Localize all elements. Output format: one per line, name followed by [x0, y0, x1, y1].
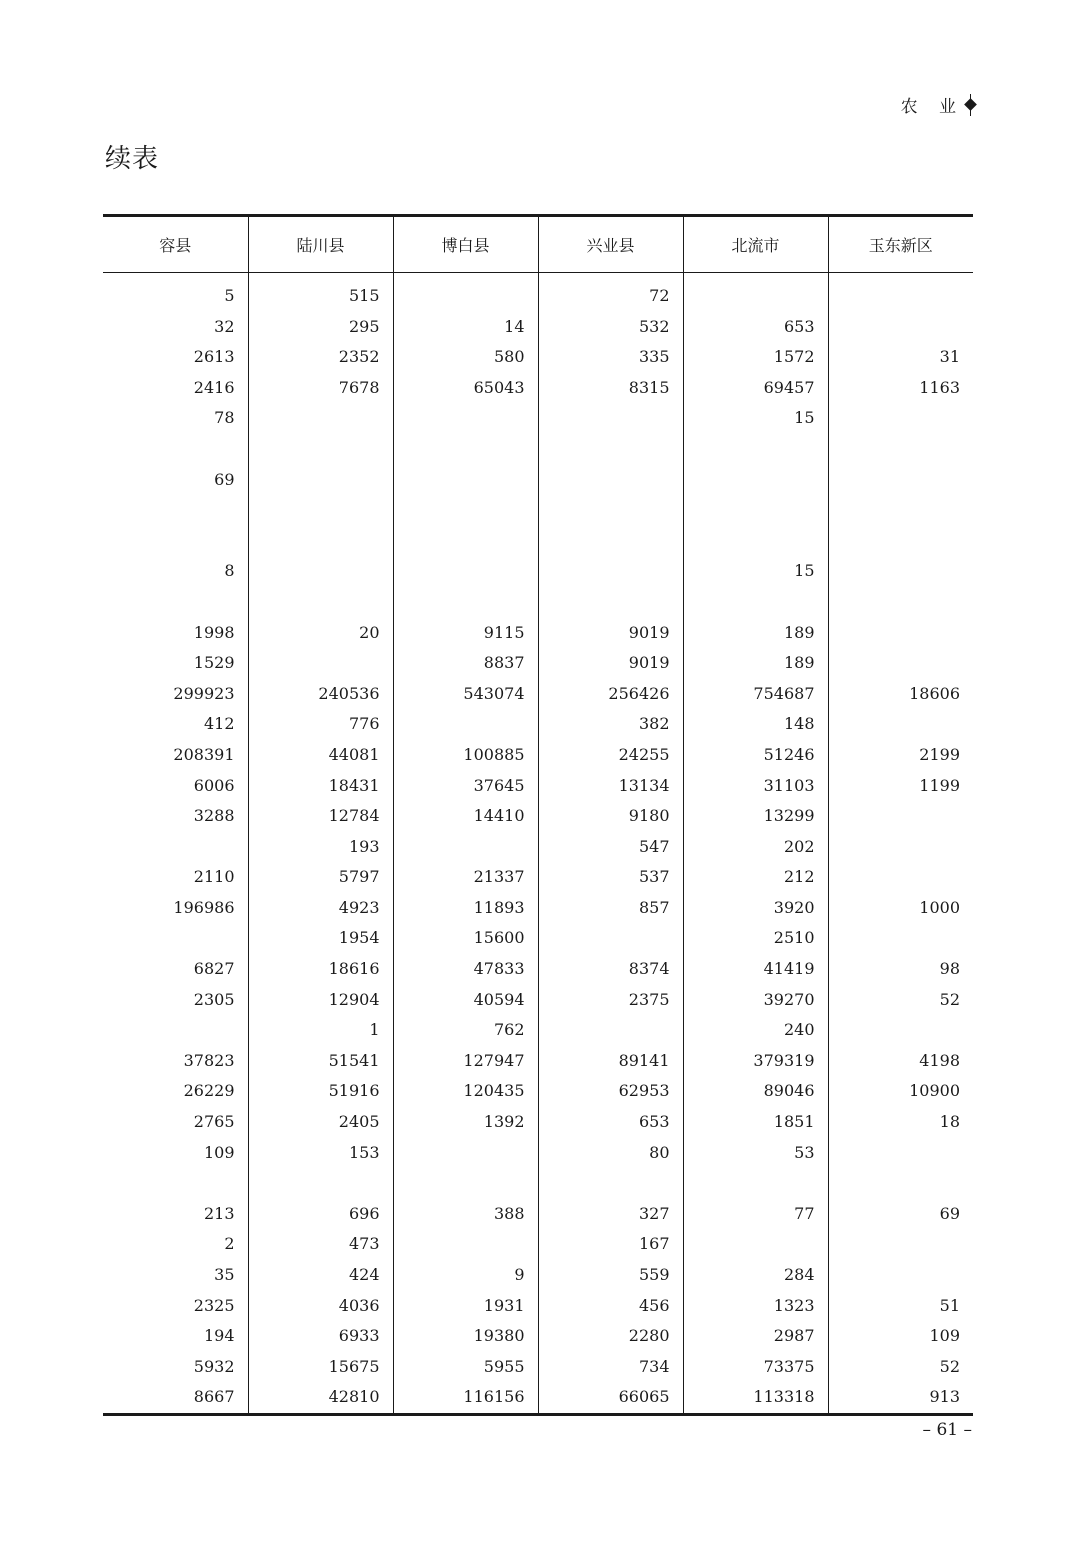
- table-cell: 72: [538, 281, 683, 312]
- table-cell: [828, 862, 973, 893]
- table-cell: 189: [683, 648, 828, 679]
- table-cell: 51916: [248, 1076, 393, 1107]
- table-cell: [538, 403, 683, 434]
- table-cell: 53: [683, 1138, 828, 1169]
- table-cell: 196986: [103, 893, 248, 924]
- table-cell: [248, 526, 393, 557]
- table-row: [103, 495, 973, 526]
- table-cell: [828, 1138, 973, 1169]
- table-cell: 1572: [683, 342, 828, 373]
- table-cell: 9: [393, 1260, 538, 1291]
- table-cell: 1954: [248, 923, 393, 954]
- table-cell: 2375: [538, 985, 683, 1016]
- table-cell: [538, 495, 683, 526]
- table-cell: 2: [103, 1229, 248, 1260]
- table-row: [103, 342, 973, 373]
- table-cell: 543074: [393, 679, 538, 710]
- table-row: [103, 465, 973, 496]
- running-head: [901, 92, 978, 117]
- table-cell: 9019: [538, 648, 683, 679]
- table-cell: 14: [393, 312, 538, 343]
- table-cell: 1851: [683, 1107, 828, 1138]
- table-cell: 284: [683, 1260, 828, 1291]
- table-cell: 11893: [393, 893, 538, 924]
- table-cell: 189: [683, 618, 828, 649]
- table-cell: 89046: [683, 1076, 828, 1107]
- table-cell: 69: [103, 465, 248, 496]
- table-cell: 51246: [683, 740, 828, 771]
- table-cell: 2280: [538, 1321, 683, 1352]
- table-cell: 696: [248, 1199, 393, 1230]
- table-cell: 18431: [248, 771, 393, 802]
- table-spacer-row: [103, 273, 973, 282]
- table-row: [103, 434, 973, 465]
- table-cell: [248, 556, 393, 587]
- table-cell: 153: [248, 1138, 393, 1169]
- table-cell: 167: [538, 1229, 683, 1260]
- table-cell: 382: [538, 709, 683, 740]
- table-cell: 148: [683, 709, 828, 740]
- table-cell: [683, 1168, 828, 1199]
- table-cell: [828, 801, 973, 832]
- table-row: [103, 954, 973, 985]
- table-cell: [103, 587, 248, 618]
- table-cell: 412: [103, 709, 248, 740]
- table-cell: 4923: [248, 893, 393, 924]
- table-cell: 202: [683, 832, 828, 863]
- table-cell: [248, 648, 393, 679]
- table-cell: [828, 709, 973, 740]
- table-row: [103, 526, 973, 557]
- table-row: [103, 1229, 973, 1260]
- table-cell: 62953: [538, 1076, 683, 1107]
- table-cell: [683, 587, 828, 618]
- table-cell: [538, 1015, 683, 1046]
- table-cell: 5932: [103, 1352, 248, 1383]
- table-cell: 35: [103, 1260, 248, 1291]
- table-cell: 13299: [683, 801, 828, 832]
- table-cell: [828, 281, 973, 312]
- table-cell: 5: [103, 281, 248, 312]
- table-cell: 2416: [103, 373, 248, 404]
- table-cell: 776: [248, 709, 393, 740]
- table-cell: 8315: [538, 373, 683, 404]
- table-cell: 89141: [538, 1046, 683, 1077]
- table-cell: [828, 1229, 973, 1260]
- table-cell: 379319: [683, 1046, 828, 1077]
- table-cell: 3920: [683, 893, 828, 924]
- table-cell: 2613: [103, 342, 248, 373]
- spacer-cell: [538, 273, 683, 282]
- table-cell: 754687: [683, 679, 828, 710]
- table-cell: 5797: [248, 862, 393, 893]
- data-table-container: [103, 214, 973, 1416]
- table-cell: 734: [538, 1352, 683, 1383]
- table-row: [103, 801, 973, 832]
- page-number: – 61 –: [922, 1420, 972, 1440]
- table-cell: [828, 832, 973, 863]
- table-row: [103, 618, 973, 649]
- table-row: [103, 312, 973, 343]
- table-cell: [828, 1015, 973, 1046]
- table-row: [103, 679, 973, 710]
- table-cell: 6933: [248, 1321, 393, 1352]
- table-cell: 8837: [393, 648, 538, 679]
- table-cell: 78: [103, 403, 248, 434]
- table-cell: 2352: [248, 342, 393, 373]
- table-cell: 1: [248, 1015, 393, 1046]
- table-cell: [538, 587, 683, 618]
- table-cell: 547: [538, 832, 683, 863]
- table-cell: [828, 434, 973, 465]
- table-cell: 109: [929, 1326, 960, 1346]
- table-row: [103, 1382, 973, 1414]
- table-cell: 8667: [103, 1382, 248, 1414]
- table-cell: 73375: [683, 1352, 828, 1383]
- table-row: [103, 1076, 973, 1107]
- table-cell: [683, 495, 828, 526]
- table-cell: 42810: [248, 1382, 393, 1414]
- table-cell: 335: [538, 342, 683, 373]
- column-header: 陆川县: [248, 216, 393, 273]
- spacer-cell: [248, 273, 393, 282]
- table-cell: 65043: [393, 373, 538, 404]
- table-cell: 120435: [393, 1076, 538, 1107]
- table-cell: 1163: [919, 377, 960, 397]
- table-cell: 116156: [393, 1382, 538, 1414]
- table-cell: 77: [683, 1199, 828, 1230]
- table-cell: 473: [248, 1229, 393, 1260]
- table-row: [103, 985, 973, 1016]
- table-cell: [248, 465, 393, 496]
- table-cell: [828, 526, 973, 557]
- table-cell: 1199: [919, 775, 960, 795]
- table-cell: [828, 1260, 973, 1291]
- table-cell: 44081: [248, 740, 393, 771]
- table-cell: 327: [538, 1199, 683, 1230]
- table-cell: 193: [248, 832, 393, 863]
- table-cell: 52: [939, 1356, 960, 1376]
- table-cell: [538, 434, 683, 465]
- column-header: 博白县: [393, 216, 538, 273]
- table-cell: 1000: [919, 897, 960, 917]
- table-cell: 2110: [103, 862, 248, 893]
- table-row: [103, 373, 973, 404]
- table-cell: [538, 1168, 683, 1199]
- table-cell: 2405: [248, 1107, 393, 1138]
- table-cell: 66065: [538, 1382, 683, 1414]
- table-cell: [828, 465, 973, 496]
- table-cell: 9180: [538, 801, 683, 832]
- table-cell: [683, 465, 828, 496]
- table-cell: [538, 526, 683, 557]
- table-row: [103, 709, 973, 740]
- table-cell: [248, 403, 393, 434]
- table-cell: [828, 312, 973, 343]
- table-cell: 2325: [103, 1291, 248, 1322]
- table-cell: 18: [939, 1112, 960, 1132]
- column-header: 容县: [103, 216, 248, 273]
- table-cell: 14410: [393, 801, 538, 832]
- table-cell: [393, 281, 538, 312]
- table-row: [103, 832, 973, 863]
- table-cell: 127947: [393, 1046, 538, 1077]
- table-row: [103, 648, 973, 679]
- table-cell: 39270: [683, 985, 828, 1016]
- table-cell: [248, 587, 393, 618]
- table-cell: 2510: [683, 923, 828, 954]
- table-cell: [393, 495, 538, 526]
- table-cell: 8: [103, 556, 248, 587]
- table-cell: [828, 618, 973, 649]
- table-cell: 240536: [248, 679, 393, 710]
- table-cell: 212: [683, 862, 828, 893]
- table-cell: 2765: [103, 1107, 248, 1138]
- table-header-row: [103, 216, 973, 273]
- table-cell: 1529: [103, 648, 248, 679]
- table-cell: 3288: [103, 801, 248, 832]
- table-cell: 69: [939, 1203, 960, 1223]
- table-cell: 9019: [538, 618, 683, 649]
- table-cell: 532: [538, 312, 683, 343]
- table-row: [103, 1260, 973, 1291]
- table-row: [103, 862, 973, 893]
- table-cell: [103, 923, 248, 954]
- table-row: [103, 1046, 973, 1077]
- table-cell: [393, 832, 538, 863]
- table-cell: 256426: [538, 679, 683, 710]
- table-cell: [683, 281, 828, 312]
- table-cell: [393, 465, 538, 496]
- table-cell: 98: [939, 959, 960, 979]
- table-cell: 80: [538, 1138, 683, 1169]
- table-row: [103, 1107, 973, 1138]
- table-cell: 40594: [393, 985, 538, 1016]
- table-cell: 4036: [248, 1291, 393, 1322]
- table-cell: 456: [538, 1291, 683, 1322]
- table-cell: 113318: [683, 1382, 828, 1414]
- table-cell: 913: [828, 1382, 973, 1414]
- table-row: [103, 923, 973, 954]
- table-cell: [248, 495, 393, 526]
- table-cell: 653: [538, 1107, 683, 1138]
- table-cell: 208391: [103, 740, 248, 771]
- table-cell: 299923: [103, 679, 248, 710]
- table-cell: [538, 556, 683, 587]
- table-cell: [393, 403, 538, 434]
- table-cell: 12784: [248, 801, 393, 832]
- table-cell: 1931: [393, 1291, 538, 1322]
- table-cell: [248, 1168, 393, 1199]
- table-cell: [103, 832, 248, 863]
- table-row: [103, 1138, 973, 1169]
- table-cell: [393, 526, 538, 557]
- table-cell: 15: [683, 403, 828, 434]
- table-cell: 4198: [919, 1050, 960, 1070]
- table-cell: 18616: [248, 954, 393, 985]
- table-cell: [828, 923, 973, 954]
- table-cell: 13134: [538, 771, 683, 802]
- table-row: [103, 587, 973, 618]
- diamond-icon: [964, 94, 978, 116]
- table-cell: 1998: [103, 618, 248, 649]
- table-cell: 559: [538, 1260, 683, 1291]
- table-cell: 37645: [393, 771, 538, 802]
- table-cell: [103, 495, 248, 526]
- column-header: 北流市: [683, 216, 828, 273]
- table-cell: 1392: [393, 1107, 538, 1138]
- table-cell: 21337: [393, 862, 538, 893]
- table-cell: 2199: [919, 744, 960, 764]
- table-cell: 15675: [248, 1352, 393, 1383]
- table-cell: 47833: [393, 954, 538, 985]
- table-cell: 2987: [683, 1321, 828, 1352]
- column-header: 兴业县: [538, 216, 683, 273]
- table-cell: 6006: [103, 771, 248, 802]
- table-cell: 1323: [683, 1291, 828, 1322]
- table-row: [103, 893, 973, 924]
- table-cell: 26229: [103, 1076, 248, 1107]
- table-cell: [828, 495, 973, 526]
- table-cell: 2305: [103, 985, 248, 1016]
- table-cell: [103, 526, 248, 557]
- table-cell: 515: [248, 281, 393, 312]
- table-cell: [828, 556, 973, 587]
- table-cell: [828, 587, 973, 618]
- table-cell: 6827: [103, 954, 248, 985]
- table-cell: [393, 587, 538, 618]
- table-cell: [103, 434, 248, 465]
- column-header: 玉东新区: [828, 216, 973, 273]
- table-cell: 41419: [683, 954, 828, 985]
- table-cell: [393, 556, 538, 587]
- running-head-text: 农 业: [900, 97, 964, 117]
- table-cell: 52: [939, 989, 960, 1009]
- table-cell: 31103: [683, 771, 828, 802]
- spacer-cell: [828, 273, 973, 282]
- table-cell: 51: [939, 1295, 960, 1315]
- table-cell: 20: [248, 618, 393, 649]
- table-cell: 580: [393, 342, 538, 373]
- table-cell: 18606: [909, 683, 960, 703]
- table-cell: 240: [683, 1015, 828, 1046]
- table-cell: 762: [393, 1015, 538, 1046]
- table-cell: [393, 1229, 538, 1260]
- table-cell: 19380: [393, 1321, 538, 1352]
- table-cell: [393, 709, 538, 740]
- table-cell: 653: [683, 312, 828, 343]
- table-cell: 295: [248, 312, 393, 343]
- spacer-cell: [683, 273, 828, 282]
- table-cell: 213: [103, 1199, 248, 1230]
- table-cell: 5955: [393, 1352, 538, 1383]
- table-cell: 424: [248, 1260, 393, 1291]
- table-cell: 31: [939, 347, 960, 367]
- table-row: [103, 1015, 973, 1046]
- table-cell: 388: [393, 1199, 538, 1230]
- table-row: [103, 771, 973, 802]
- table-row: [103, 1291, 973, 1322]
- table-cell: 69457: [683, 373, 828, 404]
- table-row: [103, 740, 973, 771]
- table-cell: [538, 465, 683, 496]
- table-cell: 7678: [248, 373, 393, 404]
- table-cell: [828, 403, 973, 434]
- table-cell: 12904: [248, 985, 393, 1016]
- table-cell: 32: [103, 312, 248, 343]
- data-table: [103, 214, 973, 1416]
- table-cell: [103, 1015, 248, 1046]
- table-cell: 100885: [393, 740, 538, 771]
- table-cell: 10900: [909, 1081, 960, 1101]
- table-cell: [393, 1168, 538, 1199]
- table-cell: [248, 434, 393, 465]
- table-cell: [103, 1168, 248, 1199]
- table-row: [103, 556, 973, 587]
- table-body: [103, 273, 973, 1415]
- table-cell: 857: [538, 893, 683, 924]
- table-cell: 24255: [538, 740, 683, 771]
- table-cell: [828, 648, 973, 679]
- table-cell: 537: [538, 862, 683, 893]
- table-cell: [683, 526, 828, 557]
- spacer-cell: [393, 273, 538, 282]
- table-cell: 15: [683, 556, 828, 587]
- table-row: [103, 403, 973, 434]
- spacer-cell: [103, 273, 248, 282]
- table-cell: [683, 434, 828, 465]
- table-cell: 9115: [393, 618, 538, 649]
- table-row: [103, 1168, 973, 1199]
- table-cell: [828, 1168, 973, 1199]
- table-cell: 109: [103, 1138, 248, 1169]
- continued-table-title: 续表: [105, 144, 160, 174]
- table-cell: [393, 434, 538, 465]
- table-cell: 37823: [103, 1046, 248, 1077]
- table-cell: 51541: [248, 1046, 393, 1077]
- table-row: [103, 1199, 973, 1230]
- table-row: [103, 1321, 973, 1352]
- table-row: [103, 1352, 973, 1383]
- table-cell: [393, 1138, 538, 1169]
- table-cell: [538, 923, 683, 954]
- table-row: [103, 281, 973, 312]
- table-cell: [683, 1229, 828, 1260]
- table-cell: 15600: [393, 923, 538, 954]
- table-cell: 8374: [538, 954, 683, 985]
- table-cell: 194: [103, 1321, 248, 1352]
